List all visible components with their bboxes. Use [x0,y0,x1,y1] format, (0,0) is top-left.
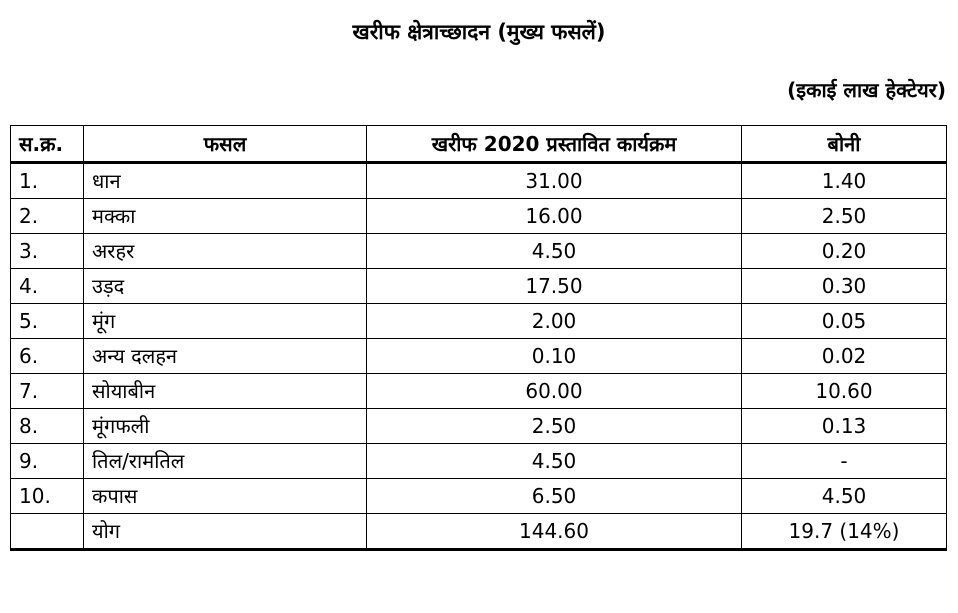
serial-no-cell: 2. [11,199,84,234]
header-crop: फसल [84,126,367,163]
proposed-cell: 0.10 [367,339,742,374]
header-proposed-program: खरीफ 2020 प्रस्तावित कार्यक्रम [367,126,742,163]
sowing-cell: 1.40 [742,163,947,199]
proposed-cell: 4.50 [367,234,742,269]
crop-cell: मूंगफली [84,409,367,444]
total-sowing-cell: 19.7 (14%) [742,514,947,550]
proposed-cell: 2.50 [367,409,742,444]
crop-cell: अन्य दलहन [84,339,367,374]
table-total-row [11,514,947,550]
crop-cell: सोयाबीन [84,374,367,409]
sowing-cell: 0.20 [742,234,947,269]
table-row [11,444,947,479]
table-row [11,374,947,409]
serial-no-cell: 4. [11,269,84,304]
document-title: खरीफ क्षेत्राच्छादन (मुख्य फसलें) [352,20,606,44]
sowing-cell: 10.60 [742,374,947,409]
crop-cell: मूंग [84,304,367,339]
table-row [11,269,947,304]
serial-no-cell: 5. [11,304,84,339]
serial-no-cell: 10. [11,479,84,514]
proposed-cell: 6.50 [367,479,742,514]
serial-no-cell [11,514,84,550]
table-row [11,163,947,199]
table-row [11,234,947,269]
table-header-row [11,126,947,163]
sowing-cell: 0.02 [742,339,947,374]
proposed-cell: 16.00 [367,199,742,234]
proposed-cell: 4.50 [367,444,742,479]
proposed-cell: 2.00 [367,304,742,339]
kharif-coverage-table [10,125,947,551]
table-row [11,479,947,514]
crop-cell: तिल/रामतिल [84,444,367,479]
sowing-cell: 2.50 [742,199,947,234]
proposed-cell: 17.50 [367,269,742,304]
sowing-cell: - [742,444,947,479]
serial-no-cell: 8. [11,409,84,444]
serial-no-cell: 9. [11,444,84,479]
serial-no-cell: 3. [11,234,84,269]
proposed-cell: 31.00 [367,163,742,199]
sowing-cell: 0.13 [742,409,947,444]
table-row [11,339,947,374]
serial-no-cell: 7. [11,374,84,409]
sowing-cell: 4.50 [742,479,947,514]
serial-no-cell: 1. [11,163,84,199]
sowing-cell: 0.30 [742,269,947,304]
table-row [11,199,947,234]
crop-cell: धान [84,163,367,199]
crop-cell: उड़द [84,269,367,304]
header-sowing: बोनी [742,126,947,163]
sowing-cell: 0.05 [742,304,947,339]
table-row [11,304,947,339]
proposed-cell: 60.00 [367,374,742,409]
crop-cell: कपास [84,479,367,514]
header-serial-no: स.क्र. [11,126,84,163]
serial-no-cell: 6. [11,339,84,374]
unit-note: (इकाई लाख हेक्टेयर) [787,78,946,102]
table-row [11,409,947,444]
total-proposed-cell: 144.60 [367,514,742,550]
crop-cell: मक्का [84,199,367,234]
crop-cell: अरहर [84,234,367,269]
total-label-cell: योग [84,514,367,550]
